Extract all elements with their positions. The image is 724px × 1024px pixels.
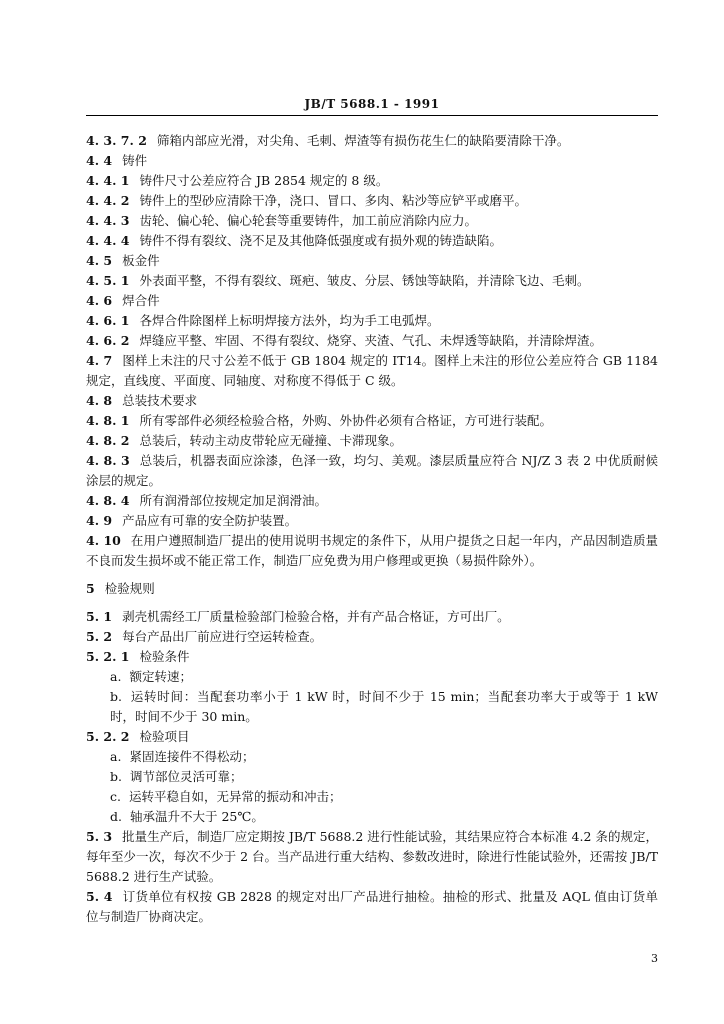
clause-number: 4. 6 [86, 293, 113, 308]
clause-number: 4. 8. 3 [86, 453, 130, 468]
list-item [86, 747, 658, 767]
clause-text: 调节部位灵活可靠； [129, 769, 243, 784]
clause-paragraph [86, 431, 658, 451]
clause-text: 所有零部件必须经检验合格，外购、外协件必须有合格证，方可进行装配。 [139, 413, 553, 428]
list-item-label: b. [110, 769, 122, 784]
clause-text: 在用户遵照制造厂提出的使用说明书规定的条件下，从用户提货之日起一年内，产品因制造质量不良而发生损坏或不能正常工作，制造厂应免费为用户修理或更换（易损件除外）。 [86, 533, 658, 568]
document-body [86, 131, 658, 927]
clause-paragraph [86, 451, 658, 491]
clause-paragraph [86, 311, 658, 331]
clause-text: 产品应有可靠的安全防护装置。 [122, 513, 298, 528]
clause-number: 4. 8 [86, 393, 113, 408]
clause-number: 4. 4 [86, 153, 113, 168]
clause-text: 铸件不得有裂纹、浇不足及其他降低强度或有损外观的铸造缺陷。 [139, 233, 503, 248]
clause-number: 4. 8. 4 [86, 493, 130, 508]
clause-text: 焊缝应平整、牢固、不得有裂纹、烧穿、夹渣、气孔、未焊透等缺陷，并清除焊渣。 [139, 333, 603, 348]
list-item [86, 787, 658, 807]
clause-number: 4. 5 [86, 253, 113, 268]
clause-paragraph [86, 191, 658, 211]
clause-text: 总装技术要求 [122, 393, 198, 408]
clause-text: 额定转速； [129, 669, 192, 684]
clause-number: 5 [86, 581, 95, 596]
clause-text: 焊合件 [122, 293, 160, 308]
clause-number: 4. 7 [86, 353, 113, 368]
clause-text: 紧固连接件不得松动； [129, 749, 255, 764]
clause-paragraph [86, 411, 658, 431]
list-item [86, 687, 658, 727]
clause-paragraph [86, 627, 658, 647]
clause-paragraph [86, 531, 658, 571]
clause-number: 4. 8. 1 [86, 413, 130, 428]
list-item [86, 767, 658, 787]
clause-text: 铸件上的型砂应清除干净，浇口、冒口、多肉、粘沙等应铲平或磨平。 [139, 193, 528, 208]
clause-text: 运转时间：当配套功率小于 1 kW 时，时间不少于 15 min；当配套功率大于或等于 1 kW 时，时间不少于 30 min。 [110, 689, 658, 724]
clause-number: 4. 4. 1 [86, 173, 130, 188]
clause-number: 4. 8. 2 [86, 433, 130, 448]
list-item-label: c. [110, 789, 121, 804]
clause-number: 4. 9 [86, 513, 113, 528]
clause-number: 4. 6. 1 [86, 313, 130, 328]
clause-paragraph [86, 391, 658, 411]
running-header: JB/T 5688.1 - 1991 [304, 97, 440, 111]
clause-text: 齿轮、偏心轮、偏心轮套等重要铸件，加工前应消除内应力。 [139, 213, 478, 228]
section-heading [86, 579, 658, 599]
list-item [86, 667, 658, 687]
clause-paragraph [86, 331, 658, 351]
clause-paragraph [86, 827, 658, 887]
clause-paragraph [86, 351, 658, 391]
clause-paragraph [86, 511, 658, 531]
clause-number: 4. 6. 2 [86, 333, 130, 348]
clause-number: 5. 1 [86, 609, 113, 624]
clause-text: 铸件 [122, 153, 148, 168]
clause-text: 每台产品出厂前应进行空运转检查。 [122, 629, 323, 644]
clause-text: 检验规则 [104, 581, 155, 596]
clause-text: 各焊合件除图样上标明焊接方法外，均为手工电弧焊。 [139, 313, 440, 328]
list-item-label: d. [110, 809, 122, 824]
clause-text: 总装后，转动主动皮带轮应无碰撞、卡滞现象。 [139, 433, 403, 448]
list-item-label: a. [110, 669, 122, 684]
clause-number: 4. 3. 7. 2 [86, 133, 147, 148]
clause-paragraph [86, 231, 658, 251]
clause-paragraph [86, 171, 658, 191]
clause-text: 外表面平整，不得有裂纹、斑疤、皱皮、分层、锈蚀等缺陷，并清除飞边、毛刺。 [139, 273, 590, 288]
clause-number: 5. 4 [86, 889, 113, 904]
clause-paragraph [86, 251, 658, 271]
clause-paragraph [86, 131, 658, 151]
clause-text: 批量生产后，制造厂应定期按 JB/T 5688.2 进行性能试验，其结果应符合本标准 4.2 条的规定，每年至少一次，每次不少于 2 台。当产品进行重大结构、参数改进时，除进行性能试验外，还需按 JB/T 5688.2 进行生产试验。 [86, 829, 658, 884]
clause-number: 5. 2. 2 [86, 729, 130, 744]
list-item-label: a. [110, 749, 122, 764]
clause-number: 4. 10 [86, 533, 121, 548]
clause-paragraph [86, 151, 658, 171]
clause-paragraph [86, 647, 658, 667]
clause-text: 筛箱内部应光滑，对尖角、毛刺、焊渣等有损伤花生仁的缺陷要清除干净。 [156, 133, 570, 148]
header-rule [86, 115, 658, 116]
clause-number: 5. 3 [86, 829, 113, 844]
clause-number: 5. 2 [86, 629, 113, 644]
clause-text: 板金件 [122, 253, 160, 268]
clause-text: 轴承温升不大于 25℃。 [129, 809, 264, 824]
list-item [86, 807, 658, 827]
clause-number: 4. 4. 3 [86, 213, 130, 228]
clause-text: 总装后，机器表面应涂漆，色泽一致，均匀、美观。漆层质量应符合 NJ/Z 3 表 2 中优质耐候涂层的规定。 [86, 453, 659, 488]
clause-text: 检验条件 [139, 649, 190, 664]
clause-text: 运转平稳自如，无异常的振动和冲击； [128, 789, 342, 804]
clause-paragraph [86, 491, 658, 511]
list-item-label: b. [110, 689, 122, 704]
clause-text: 检验项目 [139, 729, 190, 744]
page-number: 3 [651, 952, 658, 965]
clause-paragraph [86, 211, 658, 231]
clause-text: 订货单位有权按 GB 2828 的规定对出厂产品进行抽检。抽检的形式、批量及 AQL 值由订货单位与制造厂协商决定。 [86, 889, 658, 924]
clause-text: 剥壳机需经工厂质量检验部门检验合格，并有产品合格证，方可出厂。 [122, 609, 510, 624]
clause-text: 图样上未注的尺寸公差不低于 GB 1804 规定的 IT14。图样上未注的形位公差应符合 GB 1184 规定，直线度、平面度、同轴度、对称度不得低于 C 级。 [86, 353, 658, 388]
clause-number: 5. 2. 1 [86, 649, 130, 664]
clause-paragraph [86, 607, 658, 627]
clause-paragraph [86, 727, 658, 747]
clause-number: 4. 4. 4 [86, 233, 130, 248]
clause-number: 4. 5. 1 [86, 273, 130, 288]
clause-paragraph [86, 271, 658, 291]
clause-text: 所有润滑部位按规定加足润滑油。 [139, 493, 328, 508]
clause-paragraph [86, 887, 658, 927]
clause-text: 铸件尺寸公差应符合 JB 2854 规定的 8 级。 [139, 173, 389, 188]
clause-paragraph [86, 291, 658, 311]
clause-number: 4. 4. 2 [86, 193, 130, 208]
